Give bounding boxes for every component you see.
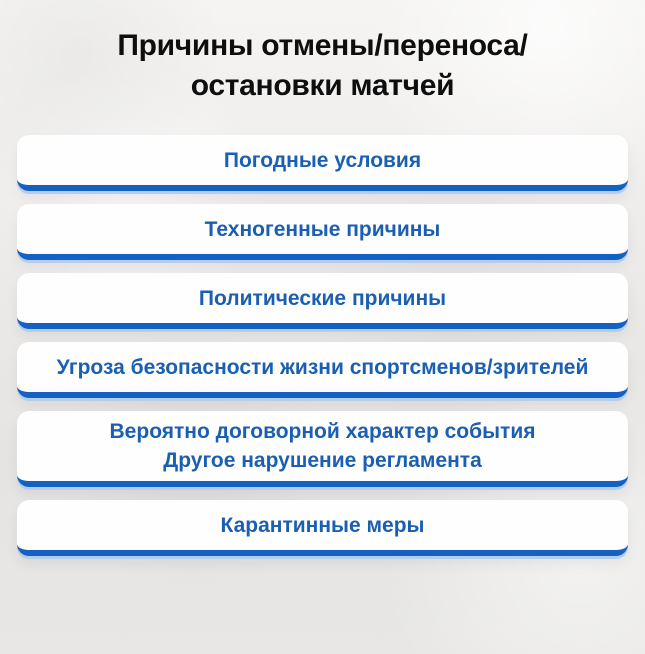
reason-card-label: Вероятно договорной характер события bbox=[109, 420, 536, 443]
reason-card-label-line-2: Другое нарушение регламента bbox=[163, 449, 482, 472]
page-title bbox=[0, 0, 645, 106]
reason-card-label: Политические причины bbox=[198, 286, 447, 310]
reason-card-technogenic bbox=[17, 204, 628, 260]
reason-card-safety-threat bbox=[17, 342, 628, 398]
reason-card-weather bbox=[17, 135, 628, 191]
page-title-line-1: Причины отмены/переноса/ bbox=[117, 29, 528, 62]
reason-card-label: Угроза безопасности жизни спортсменов/зрителей bbox=[56, 355, 589, 379]
reason-card-list bbox=[0, 135, 645, 556]
reason-card-quarantine bbox=[17, 500, 628, 556]
reason-card-label: Погодные условия bbox=[223, 148, 422, 172]
reason-card-match-fixing bbox=[17, 411, 628, 487]
reason-card-label: Карантинные меры bbox=[220, 513, 425, 537]
reason-card-label: Техногенные причины bbox=[204, 217, 441, 241]
page-title-line-2: остановки матчей bbox=[190, 69, 455, 102]
reason-card-political bbox=[17, 273, 628, 329]
